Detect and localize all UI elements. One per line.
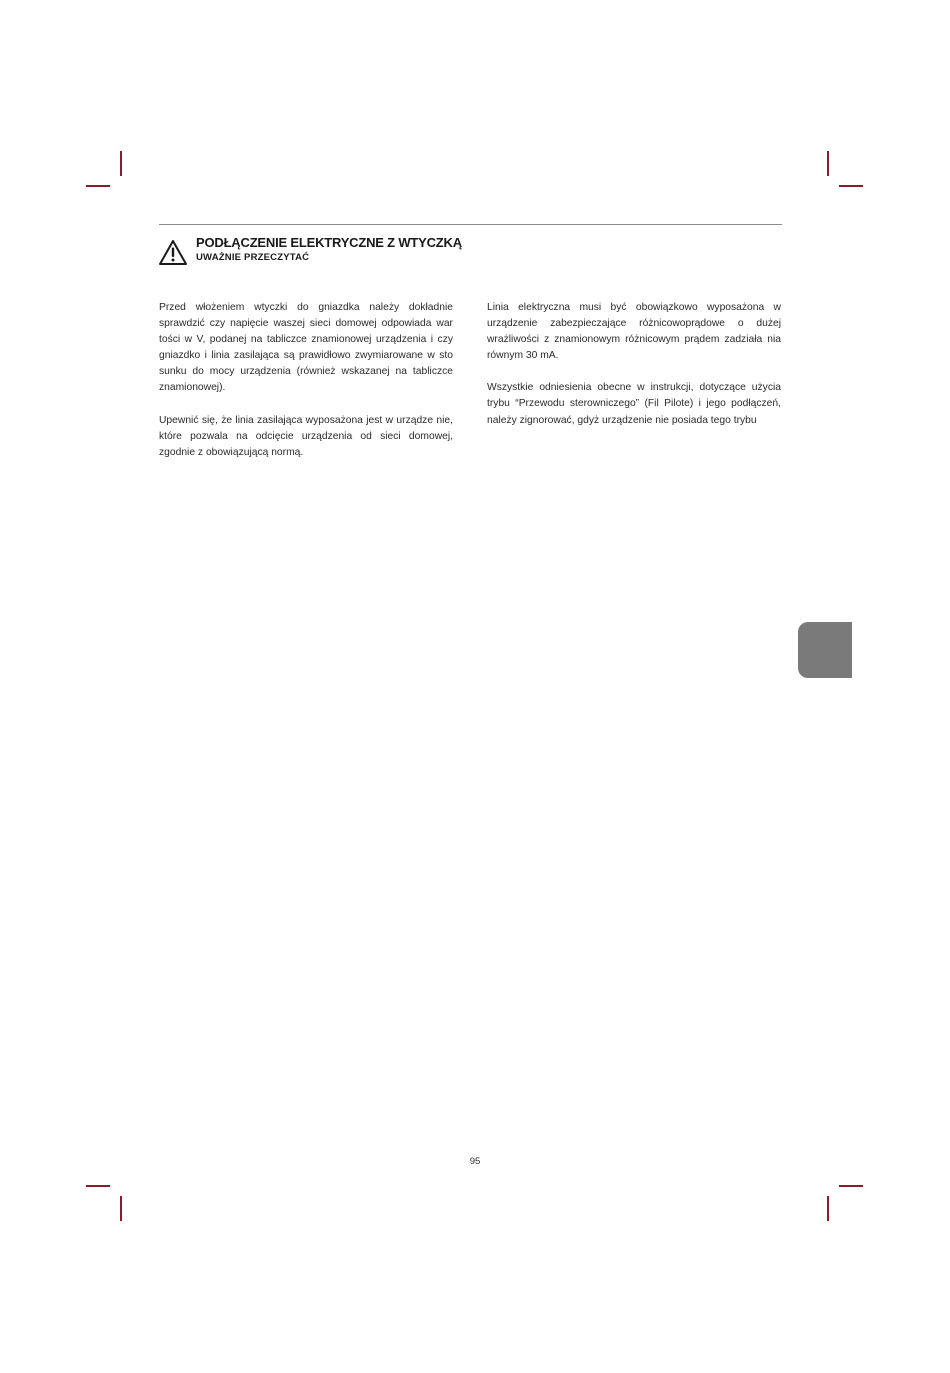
left-paragraph-2: Upewnić się, że linia zasilająca wyposażona jest w urządze nie, które pozwala na odcięcie urządzenia od sieci domowej, zgodnie z obowiązującą normą. <box>159 414 453 458</box>
crop-mark-top-left-vertical <box>120 151 122 176</box>
crop-mark-top-right-horizontal <box>839 185 863 187</box>
section-heading <box>196 234 462 264</box>
section-subtitle: UWAŻNIE PRZECZYTAĆ <box>196 252 310 263</box>
section-title: PODŁĄCZENIE ELEKTRYCZNE Z WTYCZKĄ <box>196 235 462 250</box>
crop-mark-top-right-vertical <box>827 151 829 176</box>
right-paragraph-2: Wszystkie odniesienia obecne w instrukcji, dotyczące użycia trybu “Przewodu sterowniczego” (Fil Pilote) i jego podłączeń, należy zignorować, gdyż urządzenie nie posiada tego trybu <box>487 382 781 426</box>
crop-mark-bottom-left-vertical <box>120 1196 122 1221</box>
crop-mark-bottom-right-vertical <box>827 1196 829 1221</box>
right-column <box>487 300 781 445</box>
page-number: 95 <box>469 1156 481 1167</box>
header-rule <box>159 224 782 225</box>
right-paragraph-1: Linia elektryczna musi być obowiązkowo wyposażona w urządzenie zabezpieczające różnicowoprądowe o dużej wrażliwości z znamionowym różnicowym prądem zadziała nia równym 30 mA. <box>487 302 781 362</box>
section-side-tab <box>798 622 852 678</box>
left-column <box>159 300 453 477</box>
warning-triangle-icon <box>158 239 188 266</box>
crop-mark-bottom-left-horizontal <box>86 1185 110 1187</box>
crop-mark-top-left-horizontal <box>86 185 110 187</box>
crop-mark-bottom-right-horizontal <box>839 1185 863 1187</box>
left-paragraph-1: Przed włożeniem wtyczki do gniazdka należy dokładnie sprawdzić czy napięcie waszej sieci domowej odpowiada war tości w V, podanej na tabliczce znamionowej urządzenia i czy gniazdko i linia zasilająca są prawidłowo zwymiarowane w sto sunku do mocy urządzenia (również wskazanej na tabliczce znamionowej). <box>159 302 453 394</box>
